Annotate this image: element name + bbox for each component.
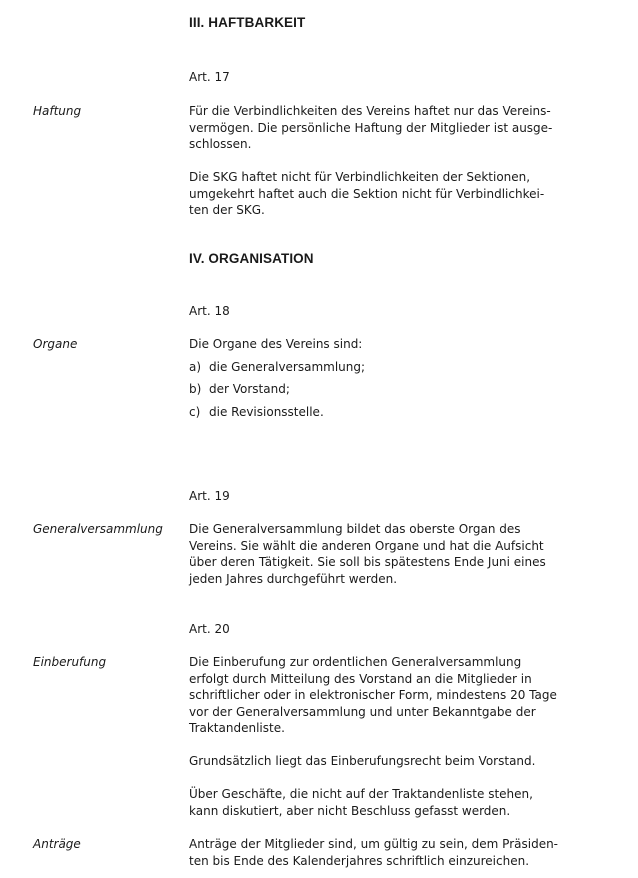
article-17-paragraph-2: [189, 169, 599, 219]
text-line: Vereins. Sie wählt die anderen Organe und hat die Aufsicht: [189, 538, 544, 553]
article-20-paragraph-2: [189, 753, 599, 770]
text-line: kann diskutiert, aber nicht Beschluss gefasst werden.: [189, 803, 511, 818]
article-19-label: Art. 19: [189, 489, 230, 503]
article-18-label: Art. 18: [189, 304, 230, 318]
text-line: Grundsätzlich liegt das Einberufungsrecht beim Vorstand.: [189, 754, 536, 768]
organs-intro: Die Organe des Vereins sind:: [189, 337, 363, 351]
text-line: vor der Generalversammlung und unter Bekanntgabe der: [189, 704, 536, 719]
article-20-paragraph-4: [189, 836, 599, 869]
text-line: Über Geschäfte, die nicht auf der Traktandenliste stehen,: [189, 787, 533, 801]
list-item-text: die Revisionsstelle.: [209, 404, 324, 419]
margin-title-generalversammlung: Generalversammlung: [33, 522, 163, 536]
text-line: Die Einberufung zur ordentlichen Generalversammlung: [189, 655, 522, 669]
article-20-paragraph-3: [189, 786, 599, 819]
list-item-text: der Vorstand;: [209, 382, 290, 396]
margin-title-einberufung: Einberufung: [33, 655, 107, 669]
article-17-label: Art. 17: [189, 70, 230, 84]
article-19-paragraph-1: [189, 521, 599, 587]
text-line: schlossen.: [189, 137, 252, 151]
list-item-label: c): [189, 404, 201, 419]
text-line: umgekehrt haftet auch die Sektion nicht für Verbindlichkei-: [189, 186, 545, 201]
text-line: ten bis Ende des Kalenderjahres schriftlich einzureichen.: [189, 853, 530, 868]
text-line: vermögen. Die persönliche Haftung der Mitglieder ist ausge-: [189, 120, 553, 135]
text-line: schriftlicher oder in elektronischer Form, mindestens 20 Tage: [189, 688, 557, 702]
list-item-label: a): [189, 359, 202, 374]
list-item: [189, 381, 599, 398]
text-line: Die Generalversammlung bildet das oberste Organ des: [189, 522, 521, 536]
text-line: Die SKG haftet nicht für Verbindlichkeiten der Sektionen,: [189, 170, 531, 184]
article-18-content: [189, 336, 599, 420]
margin-title-organe: Organe: [33, 337, 78, 351]
text-line: jeden Jahres durchgeführt werden.: [189, 571, 398, 586]
list-item-label: b): [189, 382, 202, 396]
article-20-label: Art. 20: [189, 622, 230, 636]
list-item: [189, 359, 599, 376]
text-line: ten der SKG.: [189, 203, 265, 217]
text-line: Anträge der Mitglieder sind, um gültig zu sein, dem Präsiden-: [189, 837, 559, 851]
article-17-paragraph-1: [189, 103, 599, 153]
section-heading-haftbarkeit: III. HAFTBARKEIT: [189, 15, 306, 30]
article-20-paragraph-1: [189, 654, 599, 737]
text-line: über deren Tätigkeit. Sie soll bis spätestens Ende Juni eines: [189, 555, 546, 569]
list-item-text: die Generalversammlung;: [209, 359, 366, 374]
text-line: erfolgt durch Mitteilung des Vorstand an die Mitglieder in: [189, 671, 532, 686]
text-line: Traktandenliste.: [189, 721, 285, 735]
section-heading-organisation: IV. ORGANISATION: [189, 251, 314, 266]
margin-title-antraege: Anträge: [33, 837, 81, 851]
margin-title-haftung: Haftung: [33, 104, 82, 118]
list-item: [189, 404, 599, 421]
text-line: Für die Verbindlichkeiten des Vereins haftet nur das Vereins-: [189, 104, 551, 118]
